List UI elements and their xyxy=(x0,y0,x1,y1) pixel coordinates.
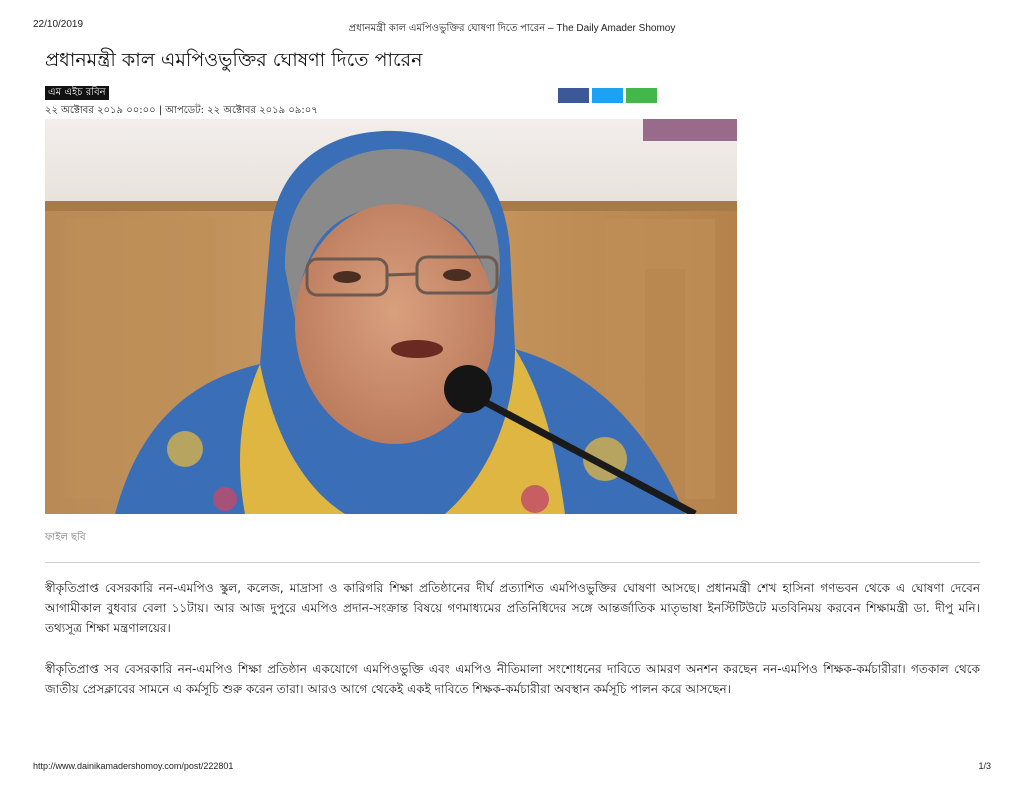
article-dateline: ২২ অক্টোবর ২০১৯ ০০:০০ | আপডেট: ২২ অক্টোবর ২০১৯ ০৯:০৭ xyxy=(45,105,318,116)
twitter-share-button[interactable] xyxy=(592,88,623,103)
print-date: 22/10/2019 xyxy=(33,19,84,30)
print-page-number: 1/3 xyxy=(978,761,991,771)
facebook-share-button[interactable] xyxy=(558,88,589,103)
author-badge[interactable]: এম এইচ রবিন xyxy=(45,86,109,100)
article-headline: প্রধানমন্ত্রী কাল এমপিওভুক্তির ঘোষণা দিতে পারেন xyxy=(45,49,423,71)
whatsapp-share-button[interactable] xyxy=(626,88,657,103)
article-paragraph: স্বীকৃতিপ্রাপ্ত বেসরকারি নন-এমপিও স্কুল, কলেজ, মাদ্রাসা ও কারিগরি শিক্ষা প্রতিষ্ঠানের দীর্ঘ প্রত্যাশিত এমপিওভুক্তির ঘোষণা আসছে। প্রধানমন্ত্রী শেখ হাসিনা গণভবন থেকে এ ঘোষণা দেবেন আগামীকাল বুধবার বেলা ১১টায়। আর আজ দুপুরে এমপিও প্রদান-সংক্রান্ত বিষয়ে গণমাধ্যমের প্রতিনিধিদের সঙ্গে আন্তর্জাতিক মাতৃভাষা ইনস্টিটিউটে মতবিনিময় করবেন শিক্ষামন্ত্রী ডা. দীপু মনি। তথ্যসূত্র শিক্ষা মন্ত্রণালয়ের। xyxy=(45,581,980,635)
print-page-title: প্রধানমন্ত্রী কাল এমপিওভুক্তির ঘোষণা দিতে পারেন – The Daily Amader Shomoy xyxy=(348,23,676,34)
print-footer-url: http://www.dainikamadershomoy.com/post/222801 xyxy=(33,761,234,771)
divider xyxy=(45,562,980,563)
article-paragraph: স্বীকৃতিপ্রাপ্ত সব বেসরকারি নন-এমপিও শিক্ষা প্রতিষ্ঠান একযোগে এমপিওভুক্তি এবং এমপিও নীতিমালা সংশোধনের দাবিতে আমরণ অনশন করছেন নন-এমপিও শিক্ষক-কর্মচারীরা। গতকাল থেকে জাতীয় প্রেসক্লাবের সামনে এ কর্মসূচি শুরু করেন তারা। আরও আগে থেকেই একই দাবিতে শিক্ষক-কর্মচারীরা অবস্থান কর্মসূচি পালন করে আসছেন। xyxy=(45,662,980,696)
photo-caption: ফাইল ছবি xyxy=(45,532,86,543)
article-photo xyxy=(45,119,737,514)
